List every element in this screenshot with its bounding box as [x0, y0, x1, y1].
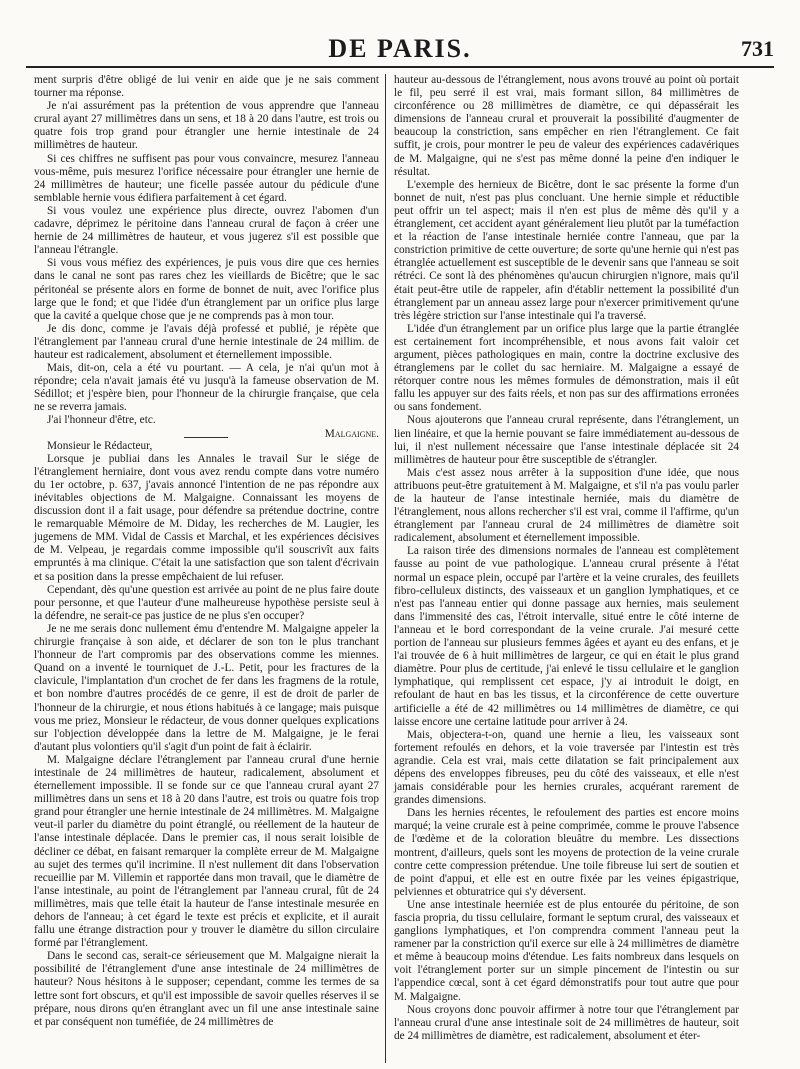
section-divider [184, 437, 228, 438]
running-title: DE PARIS. [328, 34, 472, 63]
paragraph: L'exemple des hernieux de Bicêtre, dont le sac présente la forme d'un bonnet de nuit, n'est pas plus concluant. Une hernie simple et réductible peut offrir un tel aspect; mais il n'en est plus de même dès qu'il y a étranglement, cet accident ayant généralement lieu plutôt par la tuméfaction et la réaction de l'anse intestinale herniée contre l'anneau, que par la constriction primitive de cette ouverture; de sorte qu'une hernie qui n'est pas étranglée actuellement est susceptible de le devenir sans que l'anneau se soit rétréci. Ce sont là des phénomènes qu'aucun chirurgien n'ignore, mais qu'il était peut-être utile de rappeler, afin d'établir nettement la possibilité d'un étranglement par un anneau assez large pour n'exercer primitivement qu'une très légère striction sur l'anse intestinale qui l'a traversé. [394, 178, 739, 322]
paragraph: Dans le second cas, serait-ce sérieusement que M. Malgaigne nierait la possibilité de l'étranglement d'une anse intestinale de 24 millimètres de hauteur? Nous hésitons à le supposer; cependant, comme les termes de sa lettre sont fort obscurs, et qu'il est impossible de savoir quelles réserves il se prépare, nous dirons qu'en étranglant avec un fil une anse intestinale saine et par conséquent non tuméfiée, de 24 millimètres de [34, 950, 379, 1028]
paragraph: Je n'ai assurément pas la prétention de vous apprendre que l'anneau crural ayant 27 millimètres dans un sens, et 18 à 20 dans l'autre, est trois ou quatre fois trop grand pour étrangler une hernie intestinale de 24 millimètres de hauteur. [34, 100, 379, 152]
text-columns [34, 74, 760, 1063]
left-column [34, 74, 386, 1063]
paragraph: J'ai l'honneur d'être, etc. [47, 414, 156, 427]
paragraph: Si vous voulez une expérience plus directe, ouvrez l'abomen d'un cadavre, déprimez le péritoine dans l'anneau crural de façon à créer une hernie de 24 millimètres de hauteur, et vous jugerez s'il est possible que l'anneau l'étrangle. [34, 204, 379, 257]
paragraph: Si ces chiffres ne suffisent pas pour vous convaincre, mesurez l'anneau vous-même, puis mesurez l'orifice nécessaire pour étrangler une hernie de 24 millimètres de hauteur; une ficelle passée autour du pédicule d'une semblable hernie vous édifiera parfaitement à cet égard. [34, 152, 379, 204]
paragraph: Lorsque je publiai dans les Annales le travail Sur le siége de l'étranglement herniaire, dont vous avez rendu compte dans votre numéro du 1er octobre, p. 637, j'avais annoncé l'intention de ne pas répondre aux inévitables objections de M. Malgaigne. Connaissant les moyens de discussion dont il a fait usage, pour défendre sa prétendue doctrine, contre le remarquable Mémoire de M. Diday, les recherches de M. Laugier, les jugemens de MM. Vidal de Cassis et Marchal, et les expériences décisives de M. Velpeau, je regardais comme impossible qu'il souscrivît aux faits empruntés à ma clinique. C'était la une satisfaction que son talent d'écrivain et sa position dans la presse empêchaient de lui refuser. [34, 452, 379, 583]
right-column [386, 74, 739, 1063]
salutation: Monsieur le Rédacteur, [47, 439, 153, 452]
header-rule [26, 66, 774, 68]
paragraph: Mais c'est assez nous arrêter à la supposition d'une idée, que nous attribuons peut-être gratuitement à M. Malgaigne, et s'il n'a pas voulu parler de la hauteur de l'anse intestinale herniée, mais du diamètre de l'étranglement, nous allons rechercher s'il est vrai, comme il l'affirme, qu'un étranglement par l'anneau crural de 24 millimètres de diamètre soit radicalement, absolument et éternellement impossible. [394, 466, 739, 545]
paragraph: Nous croyons donc pouvoir affirmer à notre tour que l'étranglement par l'anneau crural d'une anse intestinale soit de 24 millimètres de hauteur, soit de 24 millimètres de diamètre, est radicalement, absolument et éter- [394, 1003, 739, 1042]
page-number: 731 [741, 36, 774, 61]
paragraph: Mais, objectera-t-on, quand une hernie a lieu, les vaisseaux sont fortement refoulés en dehors, et la voie traversée par l'intestin est très agrandie. Cela est vrai, mais cette dilatation se fait principalement aux dépens des enveloppes fibreuses, peu du côté des vaisseaux, et elle n'est jamais considérable pour les hernies crurales, acquérant rarement de grandes dimensions. [394, 728, 739, 807]
page-header [26, 34, 774, 68]
paragraph: Je ne me serais donc nullement ému d'entendre M. Malgaigne appeler la chirurgie française à son aide, et déclarer de son ton le plus tranchant l'honneur de l'art compromis par des observations comme les miennes. Quand on a inventé le tourniquet de J.-L. Petit, pour les fractures de la clavicule, l'implantation d'un crochet de fer dans les fragmens de la rotule, et bon nombre d'autres procédés de ce genre, il est de droit de parler de l'honneur de la chirurgie, et nous étions habitués à ce langage; mais puisque vous me priez, Monsieur le rédacteur, de vous donner quelques explications sur l'objection développée dans la lettre de M. Malgaigne, je le ferai d'autant plus volontiers qu'il s'agit d'un point de fait à éclairir. [34, 622, 379, 753]
paragraph: Une anse intestinale heerniée est de plus entourée du péritoine, de son fascia propria, du tissu cellulaire, formant le septum crural, des vaisseaux et ganglions lymphatiques, et l'on comprendra comment l'anneau peut la ramener par la constriction qu'il exerce sur elle à 24 millimètres de diamètre et même à beaucoup moins d'étendue. Les faits nombreux dans lesquels on voit l'étranglement porter sur un simple pincement de l'intestin ou sur l'appendice cœcal, sont à cet égard démonstratifs pour tout autre que pour M. Malgaigne. [394, 898, 739, 1003]
paragraph: La raison tirée des dimensions normales de l'anneau est complètement fausse au point de vue pathologique. L'anneau crural présente à l'état normal un espace plein, occupé par l'artère et la veine crurales, des feuillets fibro-celluleux distincts, des vaisseaux et un ganglion lymphatiques, et ce n'est pas l'anneau entier qui donne passage aux hernies, mais seulement dans l'immensité des cas, l'étroit intervalle, situé entre le côté interne de l'anneau et le bord correspondant de la veine crurale. J'ai mesuré cette portion de l'anneau sur plusieurs femmes âgées et ayant eu des enfans, et je l'ai trouvée de 6 à huit millimètres de largeur, ce qui en était le plus grand diamètre. Pour plus de certitude, j'ai enlevé le tissu cellulaire et le ganglion lymphatique, qui remplissent cet espace, j'y ai introduit le doigt, en refoulant de haut en bas les tissus, et la circonférence de cette ouverture artificielle a été de 42 millimètres ou 14 millimètres de diamètre, ce qui laisse encore une certaine latitude pour arriver à 24. [394, 545, 739, 728]
paragraph: Nous ajouterons que l'anneau crural représente, dans l'étranglement, un lien linéaire, et que la hernie pouvant se faire immédiatement au-dessous de lui, il n'est nullement nécessaire que l'anse intestinale déplacée sit 24 millimètres de hauteur pour être susceptible de s'étrangler. [394, 414, 739, 466]
paragraph: Je dis donc, comme je l'avais déjà professé et publié, je répète que l'étranglement par l'anneau crural d'une hernie intestinale de 24 millim. de hauteur est radicalement, absolument et éternellement impossible. [34, 322, 379, 361]
paragraph: Dans les hernies récentes, le refoulement des parties est encore moins marqué; la veine crurale est à peine comprimée, comme le prouve l'absence de l'œdème et de la coloration bleuâtre du membre. Les dissections montrent, d'ailleurs, quels sont les moyens de protection de la veine crurale contre cette compression prétendue. Une toile fibreuse lui sert de soutien et de point d'appui, et elle est en outre fixée par les veines épigastrique, pelviennes et obturatrice qui s'y déversent. [394, 807, 739, 898]
paragraph: Mais, dit-on, cela a été vu pourtant. — A cela, je n'ai qu'un mot à répondre; cela n'avait jamais été vu jusqu'à la fameuse observation de M. Sédillot; et j'espère bien, pour l'honneur de la chirurgie française, que cela ne se reverra jamais. [34, 362, 379, 414]
signature: Malgaigne. [324, 427, 379, 440]
paragraph: L'idée d'un étranglement par un orifice plus large que la partie étranglée est certainement fort incompréhensible, et nous avons fait valoir cet argument, pièces pathologiques en main, contre la doctrine exclusive des étranglemens par le collet du sac herniaire. M. Malgaigne a essayé de rétorquer contre nous les mêmes formules de démonstration, mais il eût fallu les appuyer sur des faits réels, et non pas sur des affirmations erronées ou sans fondement. [394, 322, 739, 414]
paragraph: Cependant, dès qu'une question est arrivée au point de ne plus faire doute pour personne, et que l'auteur d'une malheureuse hypothèse persiste seul à la défendre, ne serait-ce pas justice de ne plus s'en occuper? [34, 583, 379, 622]
paragraph: Si vous vous méfiez des expériences, je puis vous dire que ces hernies dans le canal ne sont pas rares chez les vieillards de Bicêtre; que le sac péritonéal se présente alors en forme de bonnet de nuit, avec l'orifice plus large que le fond; et que l'idée d'un étranglement par un orifice plus large que la cavité a quelque chose que je ne comprends pas à mon tour. [34, 257, 379, 322]
paragraph: hauteur au-dessous de l'étranglement, nous avons trouvé au point où portait le fil, peu serré il est vrai, mais formant sillon, 84 millimètres de circonférence ou 28 millimètres de diamètre, ce qui dépassérait les dimensions de l'anneau crural et prouverait la possibilité d'augmenter de beaucoup la constriction, sans empêcher en rien l'étranglement. Ce fait suffit, je crois, pour montrer le peu de valeur des expériences cadavériques de M. Malgaigne, qui ne s'est pas même donné la peine d'en indiquer le résultat. [394, 74, 739, 178]
paragraph: M. Malgaigne déclare l'étranglement par l'anneau crural d'une hernie intestinale de 24 millimètres de hauteur, radicalement, absolument et éternellement impossible. Il se fonde sur ce que l'anneau crural ayant 27 millimètres dans un sens et 18 à 20 dans l'autre, est trois ou quatre fois trop grand pour étrangler une hernie intestinale de 24 millimètres. M. Malgaigne veut-il parler du diamètre du point étranglé, ou réellement de la hauteur de l'anse intestinale déplacée. Dans le premier cas, il nous serait loisible de décliner ce débat, en faisant remarquer la complète erreur de M. Malgaigne au sujet des termes qu'il incrimine. Il n'est nullement dit dans l'observation recueillie par M. Villemin et rapportée dans mon travail, que le diamètre de l'anse intestinale, au point de l'étranglement par l'anneau crural, fût de 24 millimètres, mais que telle était la hauteur de l'anse intestinale mesurée en dehors de l'anneau; à cet égard le texte est précis et explicite, et il aurait fallu une étrange distraction pour y trouver le diamètre du sillon circulaire formé par l'étranglement. [34, 753, 379, 950]
paragraph: ment surpris d'être obligé de lui venir en aide que je ne sais comment tourner ma réponse. [34, 74, 379, 100]
